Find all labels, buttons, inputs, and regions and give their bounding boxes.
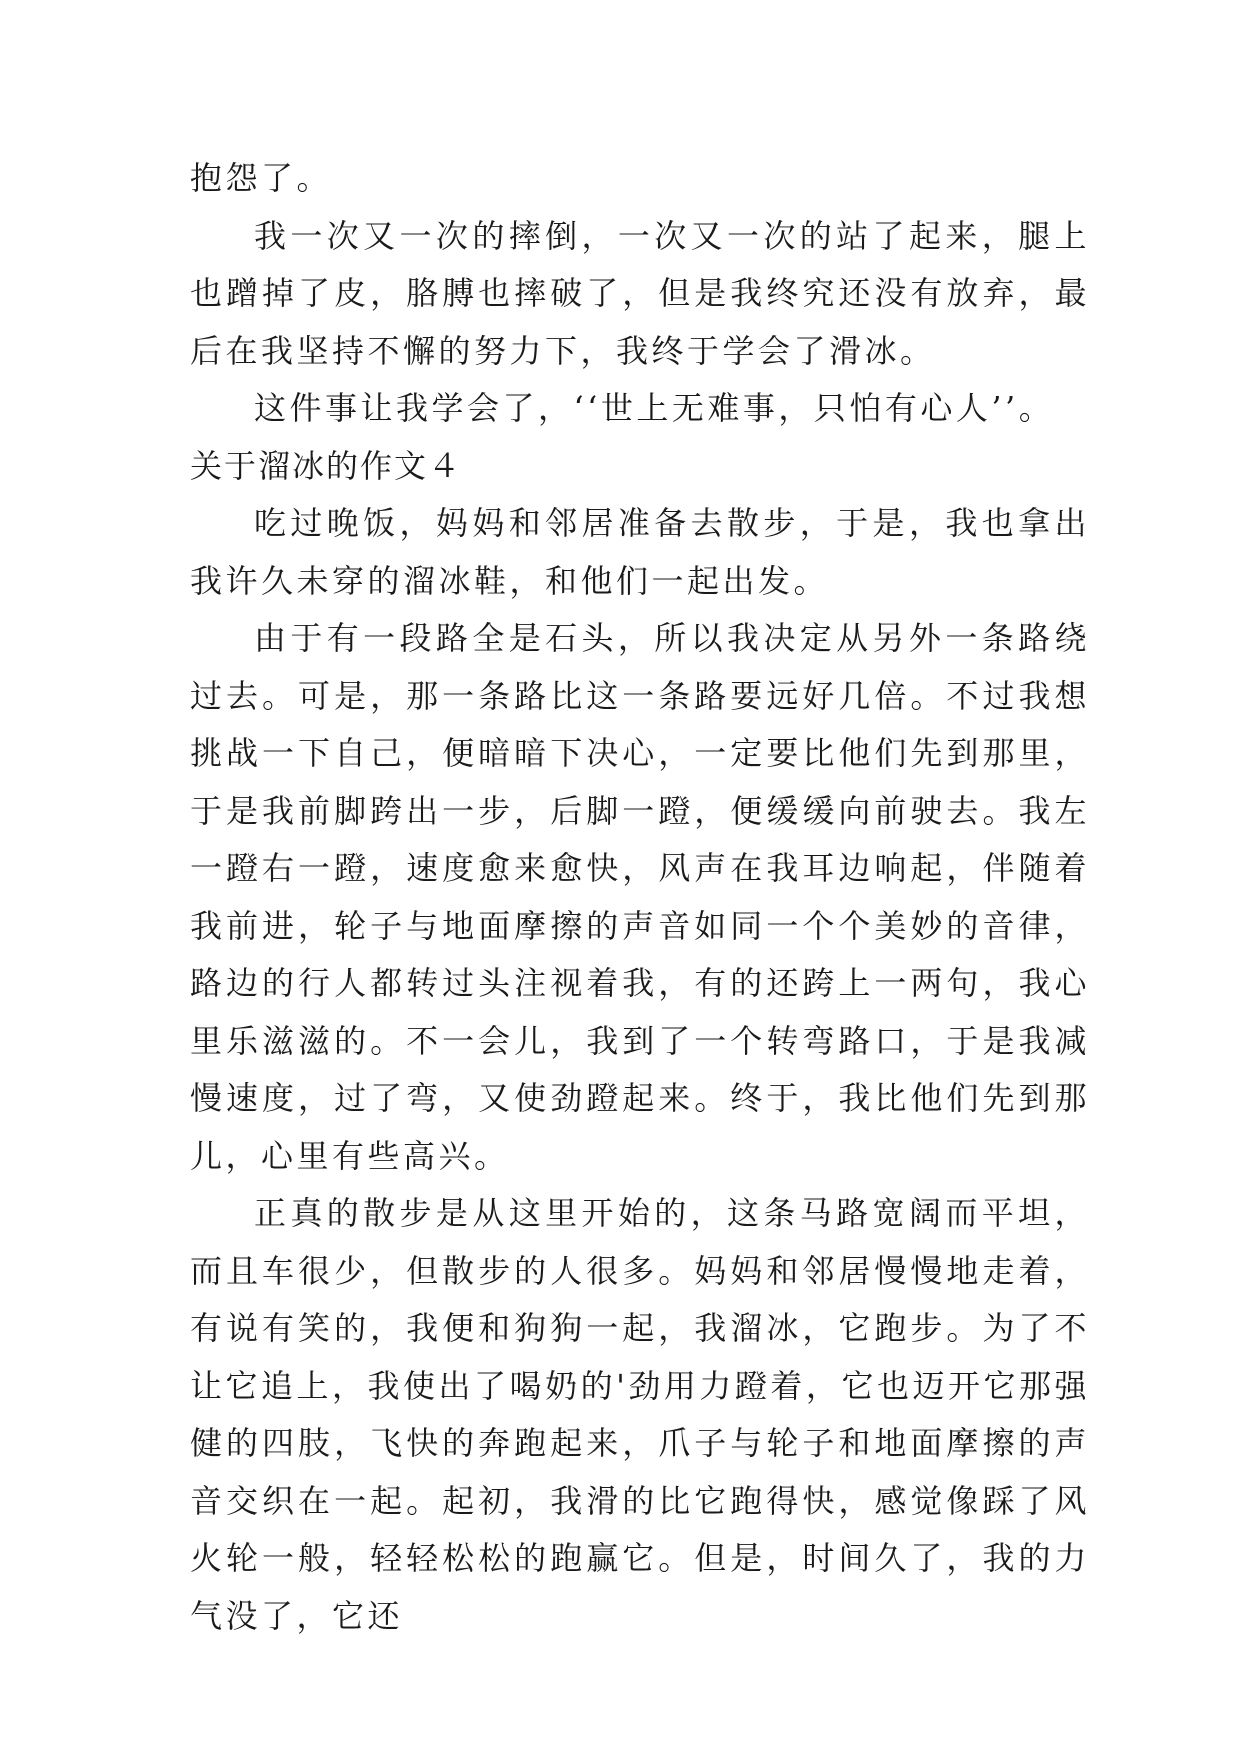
paragraph: 由于有一段路全是石头，所以我决定从另外一条路绕过去。可是，那一条路比这一条路要远好几倍。不过我想挑战一下自己，便暗暗下决心，一定要比他们先到那里，于是我前脚跨出一步，后脚一蹬，便缓缓向前驶去。我左一蹬右一蹬，速度愈来愈快，风声在我耳边响起，伴随着我前进，轮子与地面摩擦的声音如同一个个美妙的音律，路边的行人都转过头注视着我，有的还跨上一两句，我心里乐滋滋的。不一会儿，我到了一个转弯路口，于是我减慢速度，过了弯，又使劲蹬起来。终于，我比他们先到那儿，心里有些高兴。 xyxy=(190,619,1090,1175)
paragraph: 这件事让我学会了，‘‘世上无难事，只怕有心人’’。 xyxy=(254,389,1055,427)
document-page xyxy=(190,150,1090,1645)
section-title: 关于溜冰的作文４ xyxy=(190,446,463,485)
paragraph-continuation: 抱怨了。 xyxy=(190,159,333,197)
paragraph: 我一次又一次的摔倒，一次又一次的站了起来，腿上也蹭掉了皮，胳膊也摔破了，但是我终究还没有放弃，最后在我坚持不懈的努力下，我终于学会了滑冰。 xyxy=(190,216,1090,370)
paragraph: 正真的散步是从这里开始的，这条马路宽阔而平坦，而且车很少，但散步的人很多。妈妈和邻居慢慢地走着，有说有笑的，我便和狗狗一起，我溜冰，它跑步。为了不让它追上，我使出了喝奶的'劲用力蹬着，它也迈开它那强健的四肢，飞快的奔跑起来，爪子与轮子和地面摩擦的声音交织在一起。起初，我滑的比它跑得快，感觉像踩了风火轮一般，轻轻松松的跑赢它。但是，时间久了，我的力气没了，它还 xyxy=(190,1194,1090,1635)
paragraph: 吃过晚饭，妈妈和邻居准备去散步，于是，我也拿出我许久未穿的溜冰鞋，和他们一起出发。 xyxy=(190,504,1090,600)
